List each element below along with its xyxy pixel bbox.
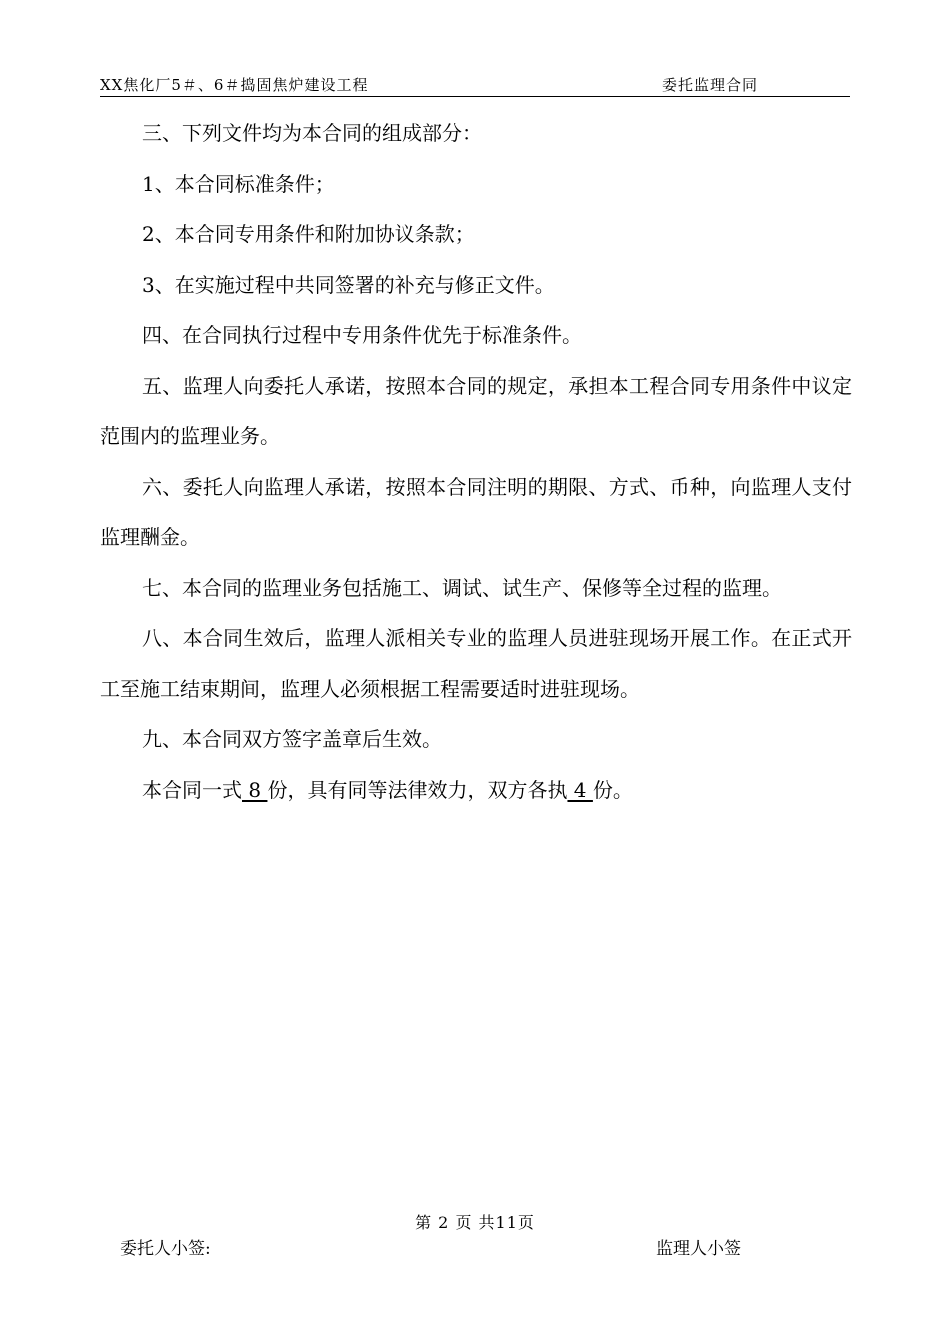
- clause-4: 四、在合同执行过程中专用条件优先于标准条件。: [142, 323, 582, 347]
- contract-body: [100, 108, 852, 815]
- copies-clause: [100, 765, 852, 816]
- client-initials-label: 委托人小签:: [120, 1239, 211, 1259]
- clause-5: 五、监理人向委托人承诺，按照本合同的规定，承担本工程合同专用条件中议定范围内的监理业务。: [100, 373, 852, 448]
- document-title: 委托监理合同: [662, 76, 759, 94]
- clause-7: 七、本合同的监理业务包括施工、调试、试生产、保修等全过程的监理。: [142, 575, 782, 600]
- page-header: [100, 74, 850, 97]
- clause-3: 三、下列文件均为本合同的组成部分：: [142, 121, 482, 145]
- clause-8: 八、本合同生效后，监理人派相关专业的监理人员进驻现场开展工作。在正式开工至施工结束期间，监理人必须根据工程需要适时进驻现场。: [100, 626, 852, 701]
- clause-3-item-3: 3、在实施过程中共同签署的补充与修正文件。: [142, 272, 555, 297]
- project-title: XX焦化厂5＃、6＃捣固焦炉建设工程: [100, 76, 369, 94]
- supervisor-initials-label: 监理人小签: [656, 1239, 741, 1259]
- copies-middle: 份，具有同等法律效力，双方各执: [267, 777, 568, 802]
- copies-prefix: 本合同一式: [142, 777, 242, 802]
- clause-6: 六、委托人向监理人承诺，按照本合同注明的期限、方式、币种，向监理人支付监理酬金。: [100, 474, 852, 549]
- page-number: 第 2 页 共11页: [415, 1213, 535, 1232]
- copies-total: 8: [242, 777, 268, 802]
- clause-3-item-2: 2、本合同专用条件和附加协议条款；: [142, 222, 475, 246]
- clause-9: 九、本合同双方签字盖章后生效。: [142, 727, 442, 751]
- copies-each: 4: [567, 777, 593, 802]
- clause-3-item-1: 1、本合同标准条件；: [142, 171, 335, 196]
- copies-suffix: 份。: [592, 777, 633, 802]
